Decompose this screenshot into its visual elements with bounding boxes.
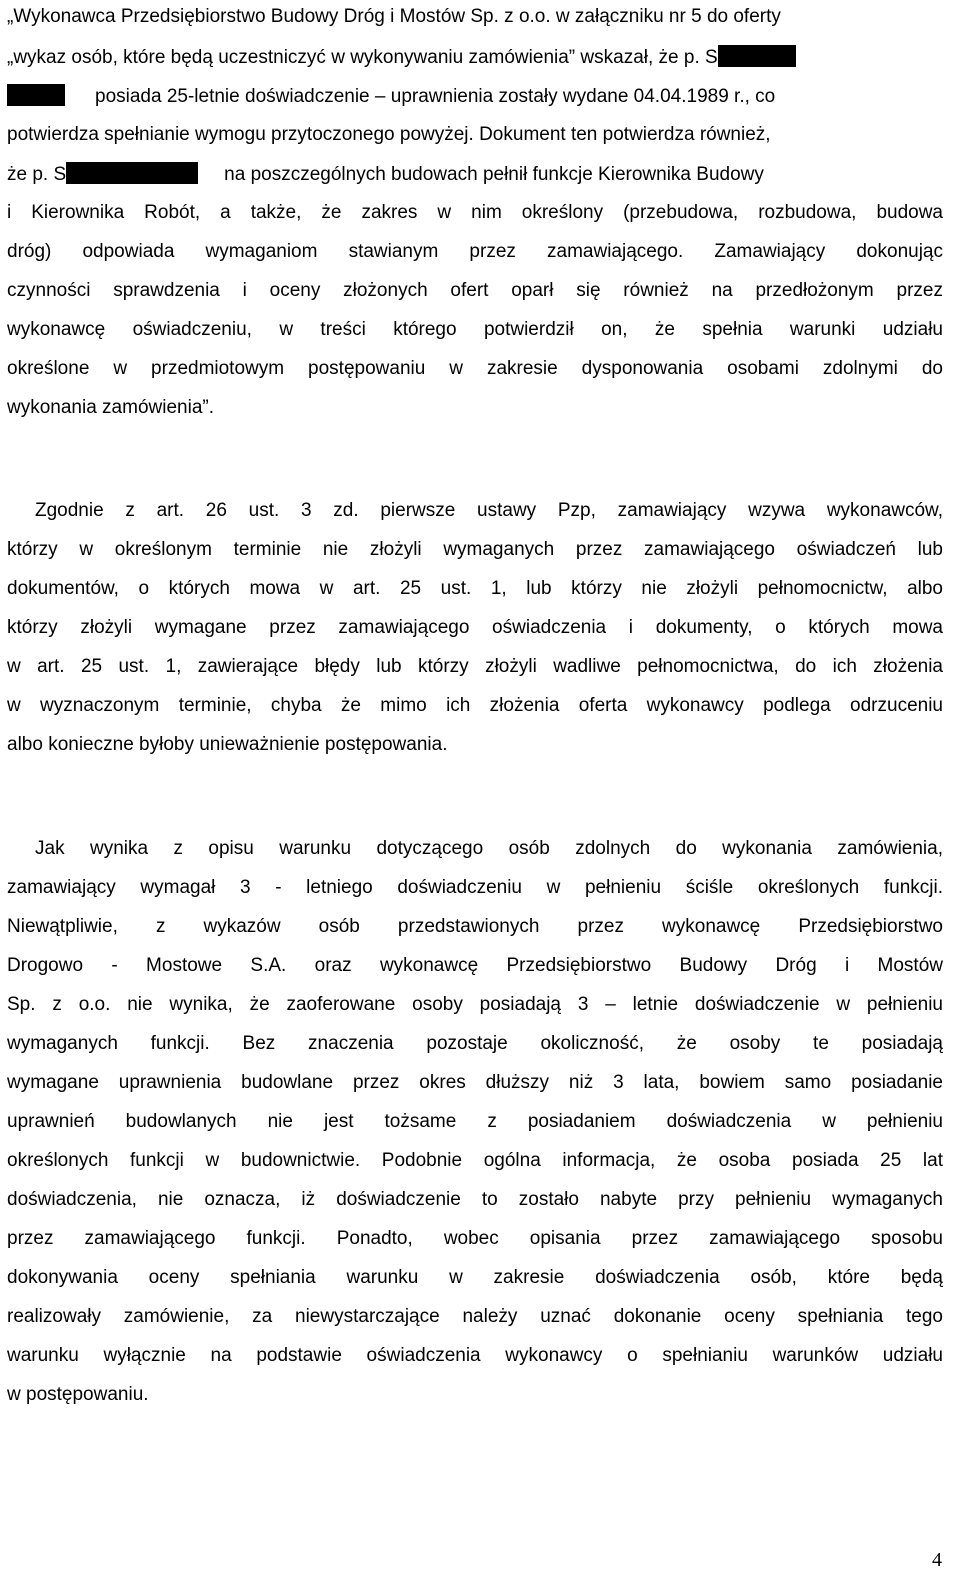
text-line: przez zamawiającego funkcji. Ponadto, wobec opisania przez zamawiającego sposobu (7, 1228, 943, 1249)
text-line: uprawnień budowlanych nie jest tożsame z posiadaniem doświadczenia w pełnieniu (7, 1111, 943, 1132)
text-line: Sp. z o.o. nie wynika, że zaoferowane osoby posiadają 3 – letnie doświadczenie w pełnieniu (7, 994, 943, 1015)
text-line: i Kierownika Robót, a także, że zakres w nim określony (przebudowa, rozbudowa, budowa (7, 202, 943, 223)
text-line: określonych funkcji w budownictwie. Podobnie ogólna informacja, że osoba posiada 25 lat (7, 1150, 943, 1171)
text-line: wymagane uprawnienia budowlane przez okres dłuższy niż 3 lata, bowiem samo posiadanie (7, 1072, 943, 1093)
text-line: którzy w określonym terminie nie złożyli wymaganych przez zamawiającego oświadczeń lub (7, 539, 943, 560)
text-line: Jak wynika z opisu warunku dotyczącego osób zdolnych do wykonania zamówienia, (35, 838, 943, 859)
text-line: „Wykonawca Przedsiębiorstwo Budowy Dróg i Mostów Sp. z o.o. w załączniku nr 5 do oferty (7, 6, 781, 27)
text-line: czynności sprawdzenia i oceny złożonych ofert oparł się również na przedłożonym przez (7, 280, 943, 301)
text-fragment: że p. S (7, 164, 67, 185)
text-line: w postępowaniu. (7, 1384, 149, 1405)
text-line (7, 84, 943, 109)
text-line: warunku wyłącznie na podstawie oświadczenia wykonawcy o spełnianiu warunków udziału (7, 1345, 943, 1366)
text-line: Niewątpliwie, z wykazów osób przedstawionych przez wykonawcę Przedsiębiorstwo (7, 916, 943, 937)
text-line: potwierdza spełnianie wymogu przytoczonego powyżej. Dokument ten potwierdza również, (7, 124, 771, 145)
text-line: realizowały zamówienie, za niewystarczające należy uznać dokonanie oceny spełniania tego (7, 1306, 943, 1327)
text-line: doświadczenia, nie oznacza, iż doświadczenie to zostało nabyte przy pełnieniu wymaganych (7, 1189, 943, 1210)
redaction-block (7, 84, 65, 106)
text-line: w wyznaczonym terminie, chyba że mimo ich złożenia oferta wykonawcy podlega odrzuceniu (7, 695, 943, 716)
text-line (7, 45, 943, 70)
text-line: dokonywania oceny spełniania warunku w zakresie doświadczenia osób, które będą (7, 1267, 943, 1288)
text-line (7, 162, 943, 187)
text-line: dróg) odpowiada wymaganiom stawianym przez zamawiającego. Zamawiający dokonując (7, 241, 943, 262)
text-line: wymaganych funkcji. Bez znaczenia pozostaje okoliczność, że osoby te posiadają (7, 1033, 943, 1054)
text-line: zamawiający wymagał 3 - letniego doświadczeniu w pełnieniu ściśle określonych funkcji. (7, 877, 943, 898)
text-line: w art. 25 ust. 1, zawierające błędy lub którzy złożyli wadliwe pełnomocnictwa, do ich złożenia (7, 656, 943, 677)
text-fragment: na poszczególnych budowach pełnił funkcje Kierownika Budowy (224, 164, 764, 185)
text-line: określone w przedmiotowym postępowaniu w zakresie dysponowania osobami zdolnymi do (7, 358, 943, 379)
text-line: dokumentów, o których mowa w art. 25 ust. 1, lub którzy nie złożyli pełnomocnictw, albo (7, 578, 943, 599)
text-line: Zgodnie z art. 26 ust. 3 zd. pierwsze ustawy Pzp, zamawiający wzywa wykonawców, (35, 500, 943, 521)
page-number: 4 (932, 1549, 942, 1571)
text-line: Drogowo - Mostowe S.A. oraz wykonawcę Przedsiębiorstwo Budowy Dróg i Mostów (7, 955, 943, 976)
text-line: wykonawcę oświadczeniu, w treści którego potwierdził on, że spełnia warunki udziału (7, 319, 943, 340)
text-line: wykonania zamówienia”. (7, 397, 214, 418)
text-fragment: „wykaz osób, które będą uczestniczyć w wykonywaniu zamówienia” wskazał, że p. S (7, 47, 718, 68)
text-line: którzy złożyli wymagane przez zamawiającego oświadczenia i dokumenty, o których mowa (7, 617, 943, 638)
redaction-block (718, 45, 796, 67)
text-line: albo konieczne byłoby unieważnienie postępowania. (7, 734, 448, 755)
redaction-block (66, 162, 198, 184)
text-fragment: posiada 25-letnie doświadczenie – uprawnienia zostały wydane 04.04.1989 r., co (95, 86, 776, 107)
